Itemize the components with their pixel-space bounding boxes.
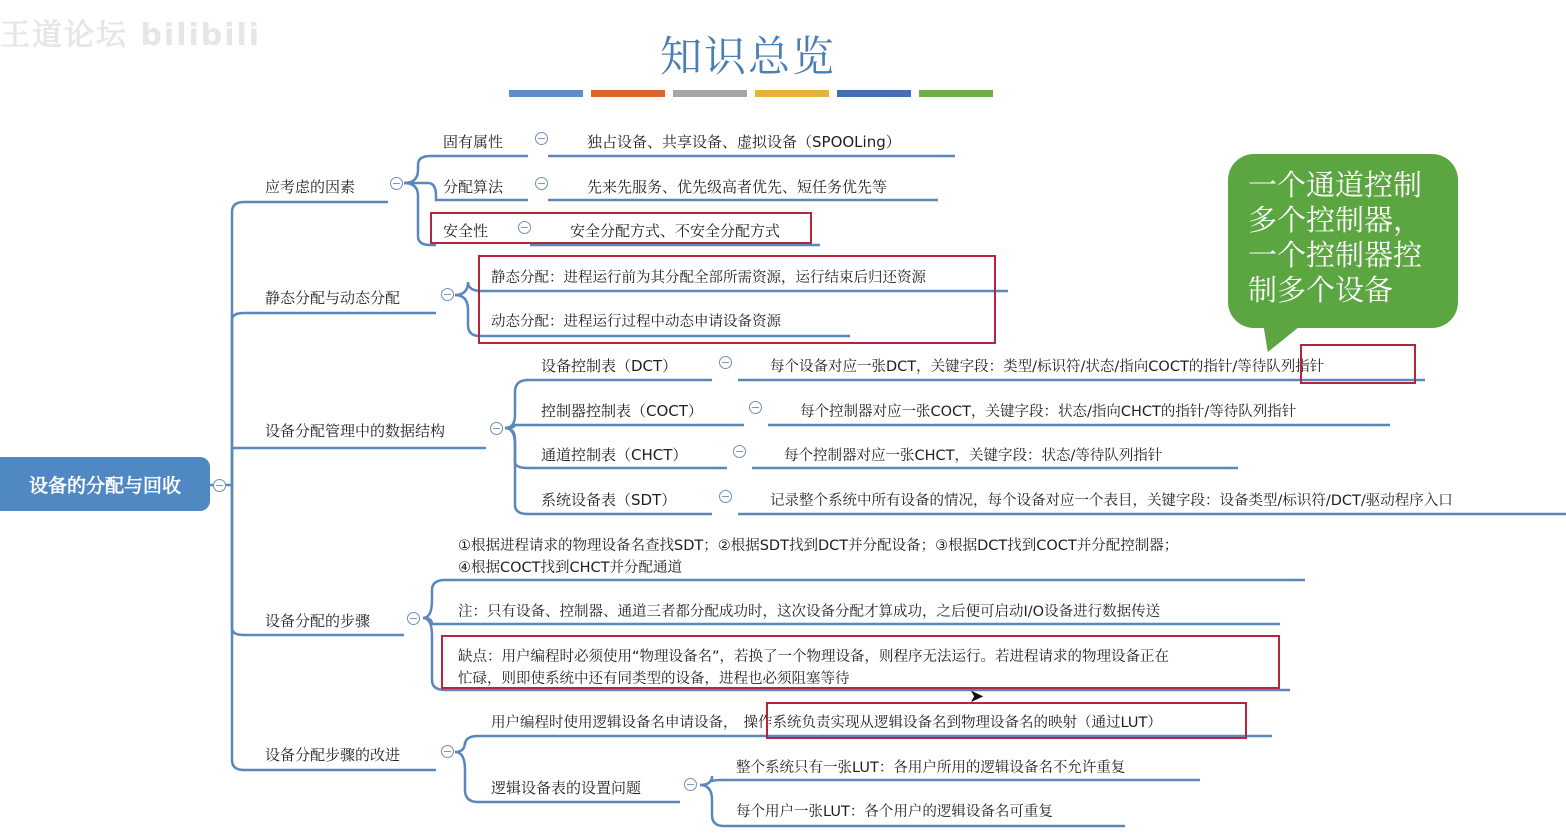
collapse-icon[interactable]: −: [720, 490, 731, 503]
page-title: 知识总览: [660, 32, 837, 81]
highlight-box: [478, 255, 996, 344]
branch-structures[interactable]: 设备分配管理中的数据结构: [265, 422, 446, 440]
collapse-icon[interactable]: −: [442, 288, 453, 301]
collapse-icon[interactable]: −: [519, 221, 530, 234]
structure-detail: [770, 355, 1324, 376]
connector: [232, 202, 388, 485]
static-allocation: 静态分配：进程运行前为其分配全部所需资源，运行结束后归还资源: [491, 270, 926, 286]
factor-detail: 独占设备、共享设备、虚拟设备（SPOOLing）: [587, 133, 901, 151]
collapse-icon[interactable]: −: [491, 422, 502, 435]
lut-item: 整个系统只有一张LUT：各用户所用的逻辑设备名不允许重复: [736, 760, 1126, 776]
dynamic-allocation: 动态分配：进程运行过程中动态申请设备资源: [491, 314, 781, 330]
structure-label[interactable]: 通道控制表（CHCT）: [541, 446, 688, 464]
structure-label[interactable]: 系统设备表（SDT）: [541, 491, 677, 509]
collapse-icon[interactable]: −: [536, 132, 547, 145]
structure-detail: 记录整个系统中所有设备的情况，每个设备对应一个表目，关键字段：设备类型/标识符/DCT/驱动程序入口: [770, 493, 1453, 509]
watermark: 王道论坛 bilibili: [0, 18, 262, 53]
improve-line-a: 用户编程时使用逻辑设备名申请设备，: [491, 715, 738, 731]
highlight-box: [1300, 344, 1416, 384]
structure-label[interactable]: 控制器控制表（COCT）: [541, 402, 703, 420]
branch-improve[interactable]: 设备分配步骤的改进: [265, 746, 401, 764]
steps-drawback-2: 忙碌，则即使系统中还有同类型的设备，进程也必须阻塞等待: [458, 671, 850, 687]
callout-line: 一个通道控制: [1248, 168, 1423, 202]
lut-label[interactable]: 逻辑设备表的设置问题: [491, 779, 642, 797]
collapse-icon[interactable]: −: [720, 356, 731, 369]
structure-detail: 每个控制器对应一张COCT，关键字段：状态/指向CHCT的指针/等待队列指针: [800, 404, 1297, 420]
connector: [232, 448, 486, 485]
collapse-icon[interactable]: −: [536, 177, 547, 190]
collapse-icon[interactable]: −: [408, 612, 419, 625]
structure-label[interactable]: 设备控制表（DCT）: [541, 357, 678, 375]
branch-steps[interactable]: 设备分配的步骤: [265, 612, 371, 630]
mouse-cursor-icon: ➤: [969, 686, 985, 707]
collapse-icon[interactable]: −: [442, 745, 453, 758]
root-label: 设备的分配与回收: [28, 474, 181, 497]
factor-label[interactable]: 安全性: [443, 222, 489, 240]
highlight-text: 等待队列指针: [1237, 359, 1325, 375]
steps-note: 注：只有设备、控制器、通道三者都分配成功时，这次设备分配才算成功，之后便可启动I/O设备进行数据传送: [458, 604, 1161, 620]
connector: [700, 776, 1200, 785]
factor-detail: 先来先服务、优先级高者优先、短任务优先等: [587, 178, 888, 196]
branch-factors[interactable]: 应考虑的因素: [265, 178, 356, 196]
collapse-icon[interactable]: −: [685, 778, 696, 791]
collapse-icon[interactable]: −: [391, 177, 402, 190]
steps-drawback-1: 缺点：用户编程时必须使用“物理设备名”，若换了一个物理设备，则程序无法运行。若进程请求的物理设备正在: [458, 649, 1170, 665]
callout-bubble: [1228, 154, 1458, 328]
collapse-icon[interactable]: −: [734, 445, 745, 458]
factor-label[interactable]: 固有属性: [443, 133, 504, 151]
highlight-box: [430, 212, 812, 244]
structure-detail: 每个控制器对应一张CHCT，关键字段：状态/等待队列指针: [784, 448, 1163, 464]
branch-static-dynamic[interactable]: 静态分配与动态分配: [265, 289, 401, 307]
lut-item: 每个用户一张LUT：各个用户的逻辑设备名可重复: [736, 804, 1053, 820]
root-node[interactable]: [0, 457, 210, 511]
callout-line: 制多个设备: [1248, 273, 1394, 307]
connector: [505, 425, 744, 428]
structure-detail-text: 每个设备对应一张DCT，关键字段：类型/标识符/状态/指向COCT的指针/: [770, 359, 1238, 375]
improve-line-b: 操作系统负责实现从逻辑设备名到物理设备名的映射（通过LUT）: [743, 715, 1162, 731]
highlight-box: [441, 635, 1280, 689]
callout-line: 多个控制器，: [1248, 203, 1423, 237]
factor-detail: 安全分配方式、不安全分配方式: [570, 222, 781, 240]
steps-line-2: ④根据COCT找到CHCT并分配通道: [458, 560, 683, 576]
callout-line: 一个控制器控: [1248, 238, 1423, 272]
collapse-icon[interactable]: −: [750, 401, 761, 414]
connector: [232, 313, 436, 485]
collapse-icon[interactable]: −: [214, 479, 225, 492]
steps-line-1: ①根据进程请求的物理设备名查找SDT；②根据SDT找到DCT并分配设备；③根据DCT找到COCT并分配控制器；: [458, 538, 1179, 554]
highlight-box: [766, 702, 1247, 739]
factor-label[interactable]: 分配算法: [443, 178, 504, 196]
